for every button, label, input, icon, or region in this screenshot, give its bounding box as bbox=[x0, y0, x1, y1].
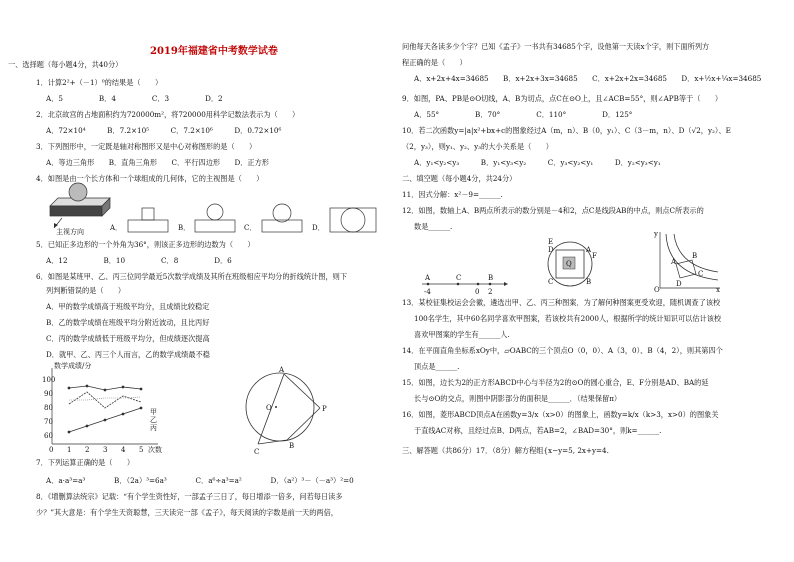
svg-text:5: 5 bbox=[139, 446, 144, 454]
q6-legend-yi: 乙 bbox=[150, 416, 157, 424]
question-13-cont-2: 喜欢甲图案的学生有______人. bbox=[414, 330, 510, 339]
svg-text:4: 4 bbox=[121, 446, 126, 454]
svg-text:C．: C． bbox=[244, 224, 257, 232]
section-header-solve: 三、解答题（共86分）17．（8分）解方程组{x−y=5, 2x+y=4. bbox=[402, 446, 609, 455]
question-10-options: A．y₁<y₂<y₃ B．y₁<y₃<y₂ C．y₃<y₂<y₁ D．y₂<y₃<y₁ bbox=[414, 158, 661, 167]
question-8: 8．《增删算法统宗》记载：“有个学生资性好，一部孟子三日了，每日增添一倍多，问若每日读多 bbox=[36, 492, 343, 501]
question-7-options: A．a·a³=a³ B．（2a）³=6a³ C．a⁶÷a³=a² D．（a²）³－（－a³）²=0 bbox=[46, 476, 354, 485]
q9-label-p: P bbox=[322, 405, 327, 413]
question-6-option-b: B．乙的数学成绩在班级平均分附近波动，且比丙好 bbox=[46, 318, 210, 327]
question-2: 2．北京故宫的占地面积约为720000m²，将720000用科学记数法表示为（ ） bbox=[36, 110, 300, 119]
svg-text:E: E bbox=[548, 238, 554, 246]
svg-text:x: x bbox=[716, 286, 720, 294]
q4-option-d-view bbox=[330, 208, 376, 232]
page-title: 2019年福建省中考数学试卷 bbox=[150, 46, 278, 57]
q4-view-direction: 主视方向 bbox=[56, 228, 84, 236]
svg-text:-4: -4 bbox=[424, 288, 431, 296]
svg-text:2: 2 bbox=[488, 288, 493, 296]
svg-text:B: B bbox=[692, 252, 698, 260]
question-12-cont: 数是______. bbox=[414, 222, 453, 231]
svg-text:A: A bbox=[671, 258, 677, 266]
question-13-cont: 100名学生，其中60名同学喜欢甲图案，若该校共有2000人，根据所学的统计知识可以估计该校 bbox=[414, 314, 722, 323]
question-5: 5．已知正多边形的一个外角为36°，则该正多边形的边数为（ ） bbox=[36, 240, 255, 249]
question-16-cont: 于直线AC对称，且经过点B、D两点，若AB=2，∠BAD=30°，则k=______. bbox=[414, 426, 662, 435]
question-9-options: A．55° B．70° C．110° D．125° bbox=[414, 110, 633, 119]
svg-text:B．: B． bbox=[178, 224, 191, 232]
question-10-cont: （2，y₃），则y₁、y₂、y₃的大小关系是（ ） bbox=[402, 142, 553, 151]
svg-text:3: 3 bbox=[103, 446, 108, 454]
question-1-options: A．5 B．4 C．3 D．2 bbox=[46, 94, 223, 103]
q16-hyperbola-figure bbox=[652, 230, 722, 292]
question-15: 15．如图，边长为2的正方形ABCD中心与半径为2的⊙O的圆心重合，E、F分别是AD、BA的延 bbox=[402, 378, 709, 387]
q6-legend-bing: 丙 bbox=[150, 424, 157, 432]
svg-text:Q: Q bbox=[566, 260, 572, 268]
q6-xlabel: 次数 bbox=[148, 446, 162, 454]
q4-solid bbox=[50, 183, 110, 236]
q9-label-b: B bbox=[289, 442, 295, 450]
question-6-option-c: C．丙的数学成绩低于班级平均分，但成绩逐次提高 bbox=[46, 334, 210, 343]
question-14-cont: 顶点是______. bbox=[414, 362, 460, 371]
svg-text:2: 2 bbox=[85, 446, 90, 454]
question-12: 12．如图，数轴上A、B两点所表示的数分别是－4和2，点C是线段AB的中点，则点C所表示的 bbox=[402, 206, 704, 215]
question-4: 4．如图是由一个长方体和一个球组成的几何体，它的主视图是（ ） bbox=[36, 174, 264, 183]
q12-label-a: A bbox=[425, 274, 431, 282]
svg-text:0: 0 bbox=[49, 446, 54, 454]
question-6-cont: 列判断错误的是（ ） bbox=[46, 286, 126, 295]
question-15-cont: 长与⊙O的交点，则图中阴影部分的面积是______．（结果保留π） bbox=[414, 394, 622, 403]
svg-text:A: A bbox=[586, 246, 592, 254]
question-14: 14．在平面直角坐标系xOy中，▱OABC的三个顶点O（0，0）、A（3，0）、B（4，2），则其第四个 bbox=[402, 346, 723, 355]
question-11: 11．因式分解：x²－9=______. bbox=[402, 190, 503, 199]
svg-text:A．: A． bbox=[110, 224, 123, 232]
svg-text:1: 1 bbox=[67, 446, 72, 454]
svg-text:80: 80 bbox=[44, 404, 53, 412]
q9-circle-figure bbox=[240, 362, 340, 458]
question-8-cont-3: 程正确的是（ ） bbox=[402, 58, 467, 67]
q6-ylabel: 数学成绩/分 bbox=[54, 362, 92, 370]
question-6-option-d: D．就甲、乙、丙三个人而言，乙的数学成绩最不稳 bbox=[46, 350, 210, 359]
svg-text:B: B bbox=[586, 278, 592, 286]
q12-number-line bbox=[420, 276, 510, 298]
q6-legend-jia: 甲 bbox=[150, 408, 157, 416]
q15-square-circle bbox=[540, 236, 600, 292]
q9-label-c: C bbox=[254, 448, 260, 456]
svg-text:y: y bbox=[654, 230, 658, 238]
q9-label-a: A bbox=[279, 366, 285, 374]
section-header-choice: 一、选择题（每小题4分，共40分） bbox=[8, 60, 123, 69]
q12-label-c: C bbox=[456, 274, 462, 282]
svg-text:D: D bbox=[676, 280, 682, 288]
question-9: 9．如图，PA、PB是⊙O切线，A、B为切点，点C在⊙O上，且∠ACB=55°，则∠APB等于（ ） bbox=[402, 94, 723, 103]
q4-option-a-view bbox=[128, 208, 168, 232]
svg-text:D．: D． bbox=[312, 224, 325, 232]
svg-text:100: 100 bbox=[42, 376, 56, 384]
question-8-options: A．x+2x+4x=34685 B．x+2x+3x=34685 C．x+2x+2x=34685 D．x+½x+¼x=34685 bbox=[414, 74, 762, 83]
question-8-cont-2: 问他每天各读多少个字？已知《孟子》一书共有34685个字，设他第一天读x个字，则下面所列方 bbox=[402, 42, 710, 51]
question-6-option-a: A．甲的数学成绩高于班级平均分，且成绩比较稳定 bbox=[46, 302, 210, 311]
question-5-options: A．12 B．10 C．8 D．6 bbox=[46, 256, 232, 265]
q4-option-c-view bbox=[262, 204, 302, 232]
svg-text:D: D bbox=[548, 246, 554, 254]
svg-text:O: O bbox=[654, 286, 660, 294]
svg-text:0: 0 bbox=[475, 288, 480, 296]
svg-text:90: 90 bbox=[44, 390, 53, 398]
svg-text:F: F bbox=[592, 252, 597, 260]
svg-text:C: C bbox=[698, 270, 704, 278]
question-3: 3．下列图形中，一定既是轴对称图形又是中心对称图形的是（ ） bbox=[36, 142, 257, 151]
q6-line-chart bbox=[40, 362, 170, 452]
question-8-cont: 少？”其大意是：有个学生天资聪慧，三天读完一部《孟子》，每天阅读的字数是前一天的两倍， bbox=[36, 508, 338, 517]
question-6: 6．如图是某班甲、乙、丙三位同学最近5次数学成绩及其所在班级相应平均分的折线统计图，则下 bbox=[36, 272, 348, 281]
svg-text:C: C bbox=[548, 278, 554, 286]
section-header-fill: 二、填空题（每小题4分，共24分） bbox=[402, 174, 517, 183]
question-7: 7．下列运算正确的是（ ） bbox=[36, 458, 135, 467]
question-2-options: A．72×10⁴ B．7.2×10⁵ C．7.2×10⁶ D．0.72×10⁶ bbox=[46, 126, 282, 135]
q12-label-b: B bbox=[488, 274, 494, 282]
q4-figure bbox=[40, 184, 400, 236]
question-3-options: A．等边三角形 B．直角三角形 C．平行四边形 D．正方形 bbox=[46, 158, 269, 167]
question-16: 16．如图，菱形ABCD顶点A在函数y=3/x（x>0）的图象上，函数y=k/x（k>3，x>0）的图象关 bbox=[402, 410, 719, 419]
q9-label-o: O bbox=[266, 404, 272, 412]
question-13: 13．某校征集校运会会徽，遴选出甲、乙、丙三种图案．为了解何种图案更受欢迎，随机调查了该校 bbox=[402, 298, 721, 307]
question-10: 10．若二次函数y=|a|x²+bx+c的图象经过A（m，n）、B（0，y₁）、C（3－m，n）、D（√2，y₂）、E bbox=[402, 126, 731, 135]
question-1: 1．计算2²+（－1）⁰的结果是（ ） bbox=[36, 78, 163, 87]
q4-option-b-view bbox=[195, 204, 235, 232]
svg-text:70: 70 bbox=[44, 418, 53, 426]
svg-text:60: 60 bbox=[44, 432, 53, 440]
